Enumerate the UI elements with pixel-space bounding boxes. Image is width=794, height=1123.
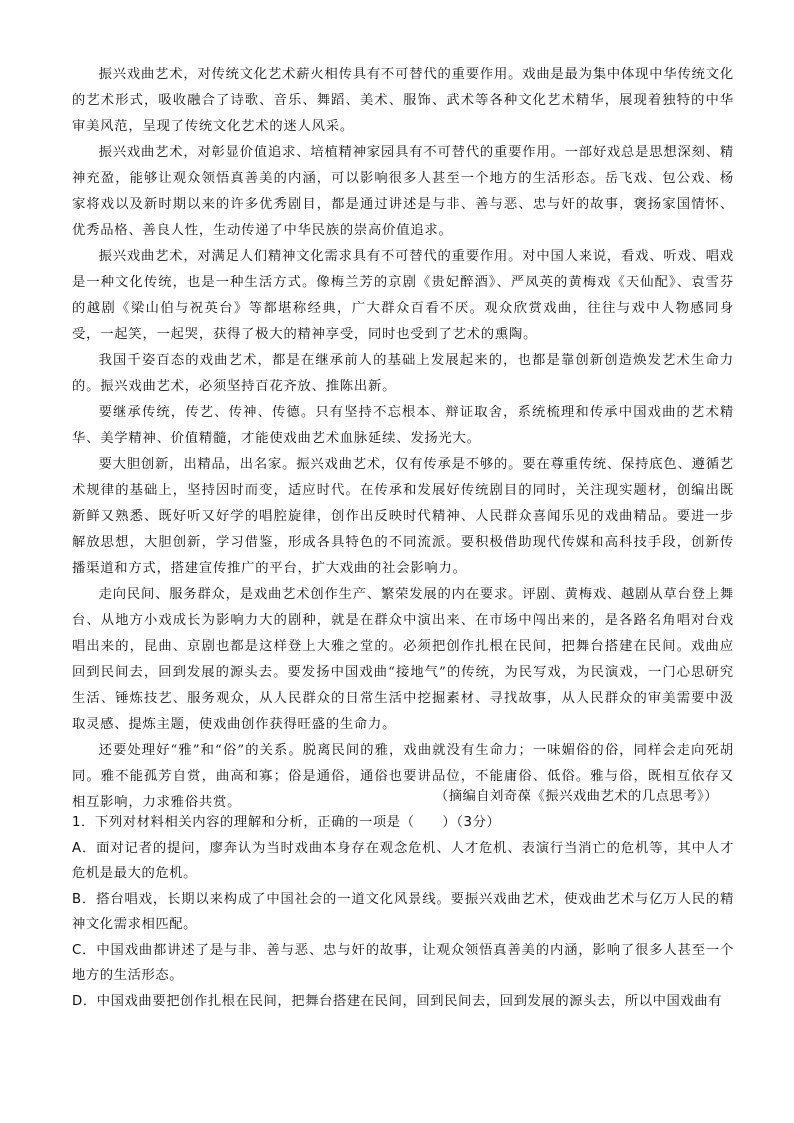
- question-block: [72, 810, 734, 1014]
- article-source: （摘编自刘奇葆《振兴戏曲艺术的几点思考》）: [434, 789, 718, 804]
- option-a: A．面对记者的提问，廖奔认为当时戏曲本身存在观念危机、人才危机、表演行当消亡的危机等，其中人才危机是最大的危机。: [72, 840, 734, 881]
- article-paragraph: 还要处理好“雅”和“俗”的关系。脱离民间的雅，戏曲就没有生命力；一味媚俗的俗，同样会走向死胡同。雅不能孤芳自赏，曲高和寡；俗是通俗，通俗也要讲品位，不能庸俗、低俗。雅与俗，既相互依存又相互影响，力求雅俗共赏。: [72, 743, 734, 810]
- option-c: C．中国戏曲都讲述了是与非、善与恶、忠与奸的故事，让观众领悟真善美的内涵，影响了很多人甚至一个地方的生活形态。: [72, 942, 734, 983]
- option-d: D．中国戏曲要把创作扎根在民间，把舞台搭建在民间，回到民间去，回到发展的源头去，所以中国戏曲有: [72, 993, 723, 1009]
- article-paragraph: 振兴戏曲艺术，对满足人们精神文化需求具有不可替代的重要作用。对中国人来说，看戏、听戏、唱戏是一种文化传统，也是一种生活方式。像梅兰芳的京剧《贵妃醉酒》、严凤英的黄梅戏《天仙配》、袁雪芬的越剧《梁山伯与祝英台》等都堪称经典，广大群众百看不厌。观众欣赏戏曲，往往与戏中人物感同身受，一起笑，一起哭，获得了极大的精神享受，同时也受到了艺术的熏陶。: [72, 249, 734, 342]
- article-paragraph: 振兴戏曲艺术，对彰显价值追求、培植精神家园具有不可替代的重要作用。一部好戏总是思想深刻、精神充盈，能够让观众领悟真善美的内涵，可以影响很多人甚至一个地方的生活形态。岳飞戏、包公戏、杨家将戏以及新时期以来的许多优秀剧目，都是通过讲述是与非、善与恶、忠与奸的故事，褒扬家国情怀、优秀品格、善良人性，生动传递了中华民族的崇高价值追求。: [72, 145, 734, 238]
- article-paragraph: 要大胆创新，出精品，出名家。振兴戏曲艺术，仅有传承是不够的。要在尊重传统、保持底色、遵循艺术规律的基础上，坚持因时而变，适应时代。在传承和发展好传统剧目的同时，关注现实题材，创编出既新鲜又熟悉、既好听又好学的唱腔旋律，创作出反映时代精神、人民群众喜闻乐见的戏曲精品。要进一步解放思想，大胆创新，学习借鉴，形成各具特色的不同流派。要积极借助现代传媒和高科技手段，创新传播渠道和方式，搭建宣传推广的平台，扩大戏曲的社会影响力。: [72, 457, 734, 576]
- option-b: B．搭台唱戏，长期以来构成了中国社会的一道文化风景线。要振兴戏曲艺术，使戏曲艺术与亿万人民的精神文化需求相匹配。: [72, 891, 734, 932]
- article-body: [72, 62, 734, 816]
- question-stem: 1．下列对材料相关内容的理解和分析，正确的一项是（ ）（3分）: [72, 815, 501, 830]
- article-paragraph: 要继承传统，传艺、传神、传德。只有坚持不忘根本、辩证取舍，系统梳理和传承中国戏曲的艺术精华、美学精神、价值精髓，才能使戏曲艺术血脉延续、发扬光大。: [72, 405, 734, 446]
- article-paragraph: 我国千姿百态的戏曲艺术，都是在继承前人的基础上发展起来的，也都是靠创新创造焕发艺术生命力的。振兴戏曲艺术，必须坚持百花齐放、推陈出新。: [72, 353, 734, 394]
- article-paragraph: 振兴戏曲艺术，对传统文化艺术薪火相传具有不可替代的重要作用。戏曲是最为集中体现中华传统文化的艺术形式，吸收融合了诗歌、音乐、舞蹈、美术、服饰、武术等各种文化艺术精华，展现着独特的中华审美风范，呈现了传统文化艺术的迷人风采。: [72, 67, 734, 134]
- article-paragraph: 走向民间、服务群众，是戏曲艺术创作生产、繁荣发展的内在要求。评剧、黄梅戏、越剧从草台登上舞台、从地方小戏成长为影响力大的剧种，就是在群众中演出来、在市场中闯出来的，是各路名角唱对台戏唱出来的，昆曲、京剧也都是这样登上大雅之堂的。必须把创作扎根在民间，把舞台搭建在民间。戏曲应回到民间去，回到发展的源头去。要发扬中国戏曲“接地气”的传统，为民写戏，为民演戏，一门心思研究生活、锤炼技艺、服务观众，从人民群众的日常生活中挖掘素材、寻找故事，从人民群众的审美需要中汲取灵感、提炼主题，使戏曲创作获得旺盛的生命力。: [72, 587, 734, 732]
